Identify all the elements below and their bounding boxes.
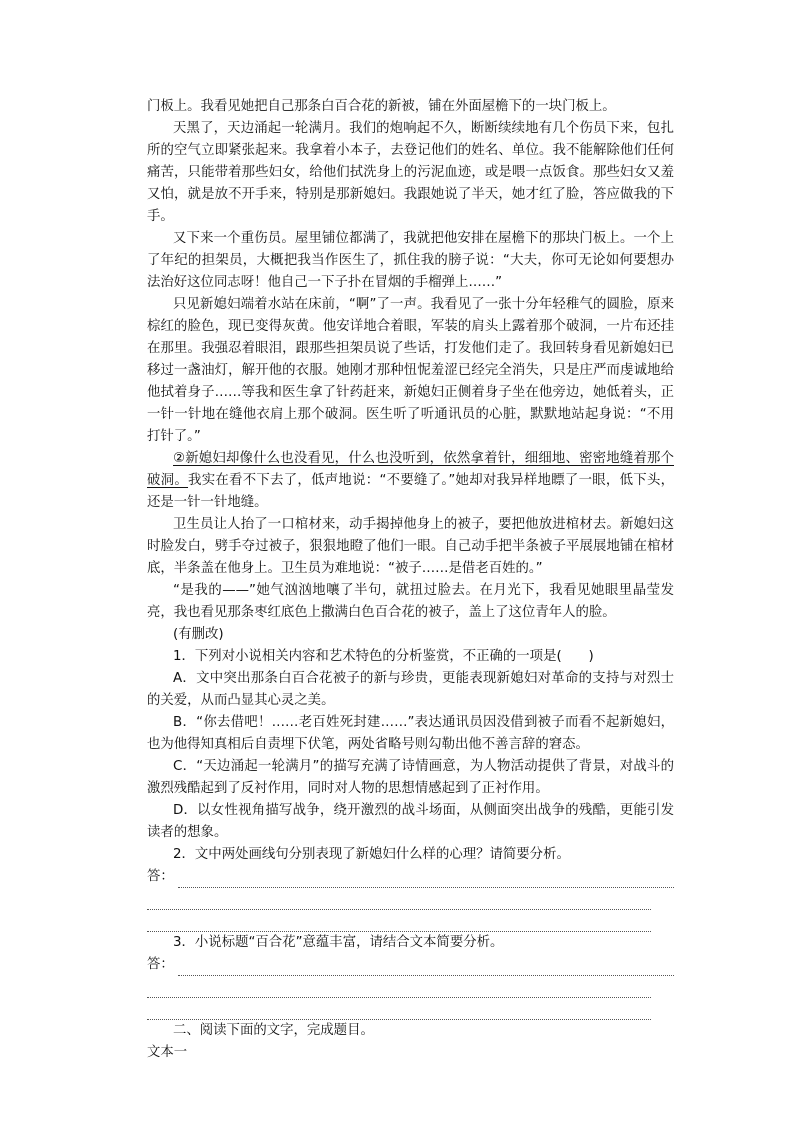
- answer-line[interactable]: [147, 998, 651, 1020]
- story-paragraph: [147, 448, 674, 514]
- answer-dotted-line: [178, 873, 674, 888]
- story-paragraph: “是我的——”她气汹汹地嚷了半句，就扭过脸去。在月光下，我看见她眼里晶莹发亮，我也看见那条枣红底色上撒满白色百合花的被子，盖上了这位青年人的脸。: [147, 583, 674, 620]
- option-a: A．文中突出那条白百合花被子的新与珍贵，更能表现新媳妇对革命的支持与对烈士的关爱，从而凸显其心灵之美。: [147, 671, 674, 708]
- story-paragraph: 又下来一个重伤员。屋里铺位都满了，我就把他安排在屋檐下的那块门板上。一个上了年纪的担架员，大概把我当作医生了，抓住我的膀子说：“大夫，你可无论如何要想办法治好这位同志呀！他自己一下子扑在冒烟的手榴弹上……”: [147, 231, 674, 290]
- section-heading: 二、阅读下面的文字，完成题目。: [173, 1023, 374, 1038]
- question-1: 1．下列对小说相关内容和艺术特色的分析鉴赏，不正确的一项是( ): [173, 649, 594, 664]
- text-subheading: 文本一: [147, 1045, 188, 1060]
- answer-line[interactable]: [147, 866, 674, 888]
- story-paragraph: 门板上。我看见她把自己那条白百合花的新被，铺在外面屋檐下的一块门板上。: [147, 99, 616, 114]
- answer-label: 答：: [147, 869, 174, 884]
- answer-line[interactable]: [147, 910, 651, 932]
- answer-line[interactable]: [147, 954, 674, 976]
- underlined-sentence: ②新媳妇却像什么也没看见，什么也没听到，依然拿着针，细细地、密密地缝着那个破洞。: [147, 451, 674, 488]
- option-d: D．以女性视角描写战争，绕开激烈的战斗场面，从侧面突出战争的残酷，更能引发读者的想象。: [147, 803, 674, 840]
- answer-line[interactable]: [147, 976, 651, 998]
- document-page: [147, 96, 674, 1064]
- story-paragraph: 只见新媳妇端着水站在床前，“啊”了一声。我看见了一张十分年轻稚气的圆脸，原来棕红的脸色，现已变得灰黄。他安详地合着眼，军装的肩头上露着那个破洞，一片布还挂在那里。我强忍着眼泪，跟那些担架员说了些话，打发他们走了。我回转身看见新媳妇已移过一盏油灯，解开他的衣服。她刚才那种忸怩羞涩已经完全消失，只是庄严而虔诚地给他拭着身子……等我和医生拿了针药赶来，新媳妇正侧着身子坐在他旁边，她低着头，正一针一针地在缝他衣肩上那个破洞。医生听了听通讯员的心脏，默默地站起身说：“不用打针了。”: [147, 297, 674, 444]
- story-paragraph: 卫生员让人抬了一口棺材来，动手揭掉他身上的被子，要把他放进棺材去。新媳妇这时脸发白，劈手夺过被子，狠狠地瞪了他们一眼。自己动手把半条被子平展展地铺在棺材底，半条盖在他身上。卫生员为难地说：“被子……是借老百姓的。”: [147, 517, 674, 576]
- question-2: 2．文中两处画线句分别表现了新媳妇什么样的心理？请简要分析。: [173, 847, 570, 862]
- source-note: (有删改): [173, 627, 224, 642]
- option-c: C．“天边涌起一轮满月”的描写充满了诗情画意，为人物活动提供了背景，对战斗的激烈残酷起到了反衬作用，同时对人物的思想情感起到了正衬作用。: [147, 759, 674, 796]
- answer-label: 答：: [147, 957, 174, 972]
- sentence: 我实在看不下去了，低声地说：“不要缝了。”她却对我异样地瞟了一眼，低下头，还是一针一针地缝。: [147, 473, 675, 510]
- answer-dotted-line: [178, 961, 674, 976]
- answer-line[interactable]: [147, 888, 651, 910]
- option-b: B．“你去借吧！……老百姓死封建……”表达通讯员因没借到被子而看不起新媳妇，也为他得知真相后自责埋下伏笔，两处省略号则勾勒出他不善言辞的窘态。: [147, 715, 674, 752]
- story-paragraph: 天黑了，天边涌起一轮满月。我们的炮响起不久，断断续续地有几个伤员下来，包扎所的空气立即紧张起来。我拿着小本子，去登记他们的姓名、单位。我不能解除他们任何痛苦，只能带着那些妇女，给他们拭洗身上的污泥血迹，或是喂一点饭食。那些妇女又羞又怕，就是放不开手来，特别是那新媳妇。我跟她说了半天，她才红了脸，答应做我的下手。: [147, 121, 674, 224]
- question-3: 3．小说标题“百合花”意蕴丰富，请结合文本简要分析。: [173, 935, 504, 950]
